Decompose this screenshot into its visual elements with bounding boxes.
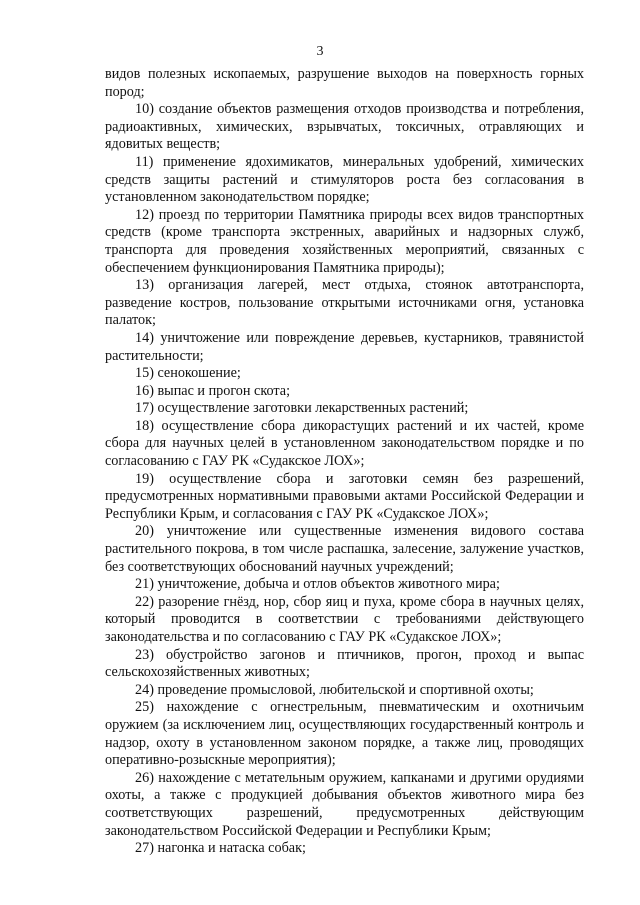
list-item-13: 13) организация лагерей, мест отдыха, стоянок автотранспорта, разведение костров, пользование открытыми источниками огня, установка палаток;	[105, 277, 584, 329]
list-item-15: 15) сенокошение;	[135, 365, 241, 382]
list-item-11: 11) применение ядохимикатов, минеральных удобрений, химических средств защиты растений и стимуляторов роста без согласования в установленном законодательством порядке;	[105, 153, 584, 206]
list-item-16: 16) выпас и прогон скота;	[135, 382, 291, 399]
list-item-21: 21) уничтожение, добыча и отлов объектов животного мира;	[135, 576, 500, 593]
list-item-12: 12) проезд по территории Памятника природы всех видов транспортных средств (кроме транспорта экстренных, аварийных и надзорных служб, транспорта для проведения хозяйственных мероприятий, связанных с обеспечением функционирования Памятника природы);	[105, 206, 584, 276]
list-item-20: 20) уничтожение или существенные изменения видового состава растительного покрова, в том числе распашка, залесение, залужение участков, без соответствующих обоснований научных учреждений;	[105, 523, 584, 575]
list-item-24: 24) проведение промысловой, любительской и спортивной охоты;	[135, 681, 534, 698]
list-item-22: 22) разорение гнёзд, нор, сбор яиц и пуха, кроме сбора в научных целях, который проводится в соответствии с требованиями действующего законодательства и по согласованию с ГАУ РК «Судакское ЛОХ»;	[105, 593, 584, 645]
list-item-27: 27) нагонка и натаска собак;	[135, 840, 306, 857]
list-item-25: 25) нахождение с огнестрельным, пневматическим и охотничьим оружием (за исключением лиц, осуществляющих государственный контроль и надзор, охоту в установленном законом порядке, а также лиц, проводящих оперативно-розыскные мероприятия);	[105, 699, 584, 769]
paragraph-continuation: видов полезных ископаемых, разрушение выходов на поверхность горных пород;	[105, 66, 584, 100]
document-body	[105, 66, 584, 858]
list-item-17: 17) осуществление заготовки лекарственных растений;	[135, 400, 469, 417]
list-item-19: 19) осуществление сбора и заготовки семян без разрешений, предусмотренных нормативными правовыми актами Российской Федерации и Республики Крым, и согласования с ГАУ РК «Судакское ЛОХ»;	[105, 470, 584, 522]
page-number: 3	[316, 44, 324, 59]
list-item-23: 23) обустройство загонов и птичников, прогон, проход и выпас сельскохозяйственных животных;	[105, 646, 584, 681]
list-item-14: 14) уничтожение или повреждение деревьев, кустарников, травянистой растительности;	[105, 329, 584, 364]
list-item-18: 18) осуществление сбора дикорастущих растений и их частей, кроме сбора для научных целей в установленном законодательством порядке и по согласованию с ГАУ РК «Судакское ЛОХ»;	[105, 417, 584, 470]
list-item-10: 10) создание объектов размещения отходов производства и потребления, радиоактивных, химических, взрывчатых, токсичных, отравляющих и ядовитых веществ;	[105, 101, 584, 153]
list-item-26: 26) нахождение с метательным оружием, капканами и другими орудиями охоты, а также с продукцией добывания объектов животного мира без соответствующих разрешений, предусмотренных действующим законодательством Российской Федерации и Республики Крым;	[105, 769, 584, 839]
